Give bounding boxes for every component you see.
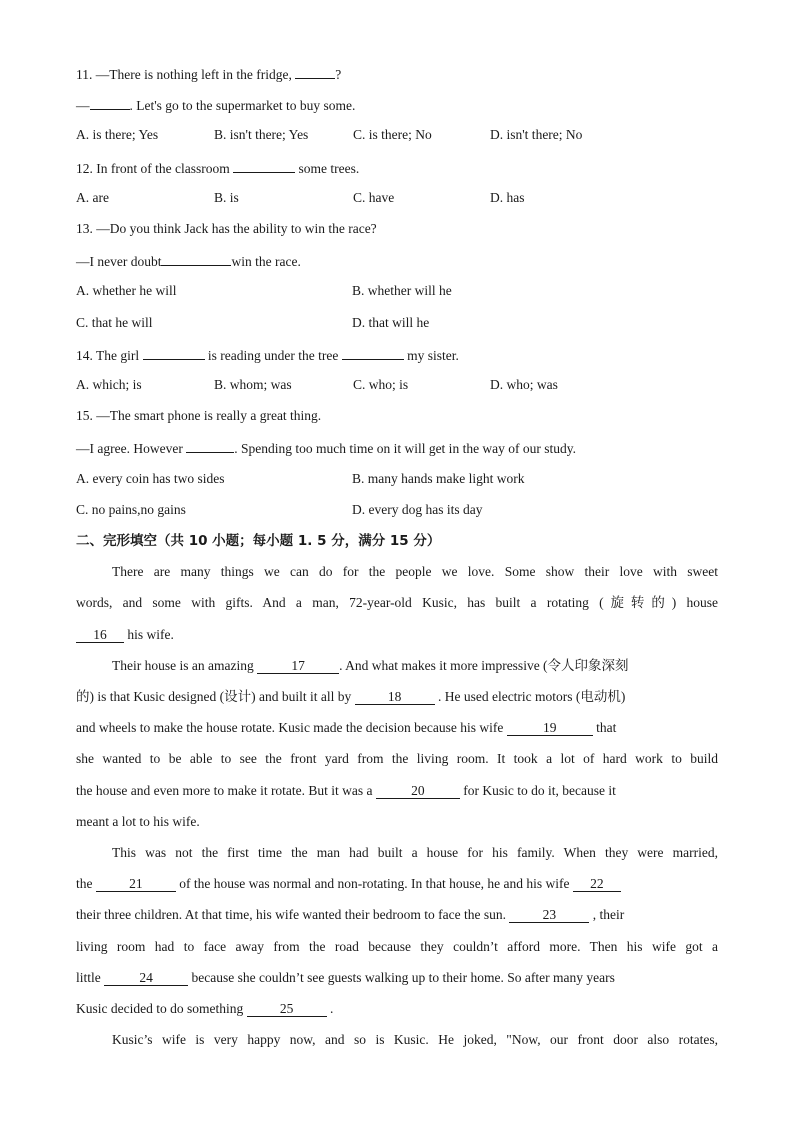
- q14-option-b: B. whom; was: [214, 377, 292, 392]
- cloze-blank-24: 24: [104, 970, 188, 986]
- cloze-blank-19: 19: [507, 720, 593, 736]
- passage-line: 的) is that Kusic designed (设计) and built it all by 18 . He used electric motors (电动机): [76, 689, 626, 704]
- passage-line: 16 his wife.: [76, 625, 718, 645]
- passage-line: the house and even more to make it rotate. But it was a 20 for Kusic to do it, because it: [76, 783, 616, 798]
- passage-line: words, and some with gifts. And a man, 72-year-old Kusic, has built a rotating (旋转的) house: [76, 595, 718, 610]
- cloze-blank-17: 17: [257, 658, 339, 674]
- passage-line: their three children. At that time, his wife wanted their bedroom to face the sun. 23 , their: [76, 907, 625, 922]
- passage-line: she wanted to be able to see the front yard from the living room. It took a lot of hard work to build: [76, 751, 718, 766]
- q11-option-d: D. isn't there; No: [490, 127, 583, 142]
- q12-stem: 12. In front of the classroom some trees.: [76, 157, 718, 177]
- q15-blank: [186, 437, 234, 453]
- q14-blank-2: [342, 344, 404, 360]
- q11-blank-2: [90, 94, 130, 110]
- q14-option-c: C. who; is: [353, 377, 409, 392]
- passage-line: This was not the first time the man had built a house for his family. When they were married,: [112, 845, 718, 860]
- q15-option-d: D. every dog has its day: [352, 502, 483, 517]
- passage-line: the 21 of the house was normal and non-rotating. In that house, he and his wife 22: [76, 874, 718, 894]
- q11-reply: — . Let's go to the supermarket to buy some.: [76, 94, 718, 114]
- q14-option-a: A. which; is: [76, 377, 142, 392]
- passage-line: Kusic decided to do something 25 .: [76, 1001, 334, 1016]
- q15-option-a: A. every coin has two sides: [76, 471, 225, 486]
- cloze-blank-23: 23: [509, 907, 589, 923]
- q14-stem: 14. The girl is reading under the tree my sister.: [76, 344, 718, 364]
- q13-option-c: C. that he will: [76, 315, 153, 330]
- passage-line: living room had to face away from the road because they couldn’t afford more. Then his wife got a: [76, 939, 718, 954]
- q12-option-c: C. have: [353, 190, 395, 205]
- cloze-blank-20: 20: [376, 783, 460, 799]
- cloze-blank-18: 18: [355, 689, 435, 705]
- passage-line: meant a lot to his wife.: [76, 814, 200, 829]
- passage-line: and wheels to make the house rotate. Kusic made the decision because his wife 19 that: [76, 720, 617, 735]
- cloze-blank-21: 21: [96, 876, 176, 892]
- q13-option-d: D. that will he: [352, 315, 430, 330]
- q12-blank: [233, 157, 295, 173]
- q11-option-a: A. is there; Yes: [76, 127, 159, 142]
- passage-line: There are many things we can do for the people we love. Some show their love with sweet: [112, 564, 718, 579]
- q14-options: [76, 375, 718, 395]
- cloze-blank-25: 25: [247, 1001, 327, 1017]
- q13-reply: —I never doubt win the race.: [76, 250, 718, 270]
- q13-blank: [161, 250, 231, 266]
- passage-line: Their house is an amazing 17 . And what makes it more impressive (令人印象深刻: [112, 658, 629, 673]
- q15-options-row2: [76, 500, 718, 520]
- passage-line: Kusic’s wife is very happy now, and so is Kusic. He joked, "Now, our front door also rotates,: [112, 1032, 718, 1047]
- q15-stem: 15. —The smart phone is really a great thing.: [76, 408, 322, 423]
- q14-blank-1: [143, 344, 205, 360]
- q13-options-row1: [76, 281, 718, 301]
- q15-options-row1: [76, 469, 718, 489]
- q15-reply: —I agree. However . Spending too much time on it will get in the way of our study.: [76, 437, 718, 457]
- cloze-blank-16: 16: [76, 627, 124, 643]
- q12-option-b: B. is: [214, 190, 239, 205]
- q13-option-a: A. whether he will: [76, 283, 177, 298]
- q13-option-b: B. whether will he: [352, 283, 452, 298]
- q15-option-b: B. many hands make light work: [352, 471, 525, 486]
- q11-option-b: B. isn't there; Yes: [214, 127, 309, 142]
- q13-options-row2: [76, 313, 718, 333]
- q11-options: [76, 125, 718, 145]
- q14-option-d: D. who; was: [490, 377, 558, 392]
- q11-stem: 11. —There is nothing left in the fridge, ?: [76, 63, 718, 83]
- cloze-blank-22: 22: [573, 876, 621, 892]
- section-heading-cloze: 二、完形填空（共 10 小题；每小题 1. 5 分，满分 15 分）: [76, 533, 441, 549]
- q15-option-c: C. no pains,no gains: [76, 502, 186, 517]
- q13-stem: 13. —Do you think Jack has the ability to win the race?: [76, 221, 377, 236]
- q11-option-c: C. is there; No: [353, 127, 432, 142]
- q12-options: [76, 188, 718, 208]
- passage-line: little 24 because she couldn’t see guests walking up to their home. So after many years: [76, 970, 615, 985]
- q12-option-d: D. has: [490, 190, 525, 205]
- q12-option-a: A. are: [76, 190, 109, 205]
- q11-blank-1: [295, 63, 335, 79]
